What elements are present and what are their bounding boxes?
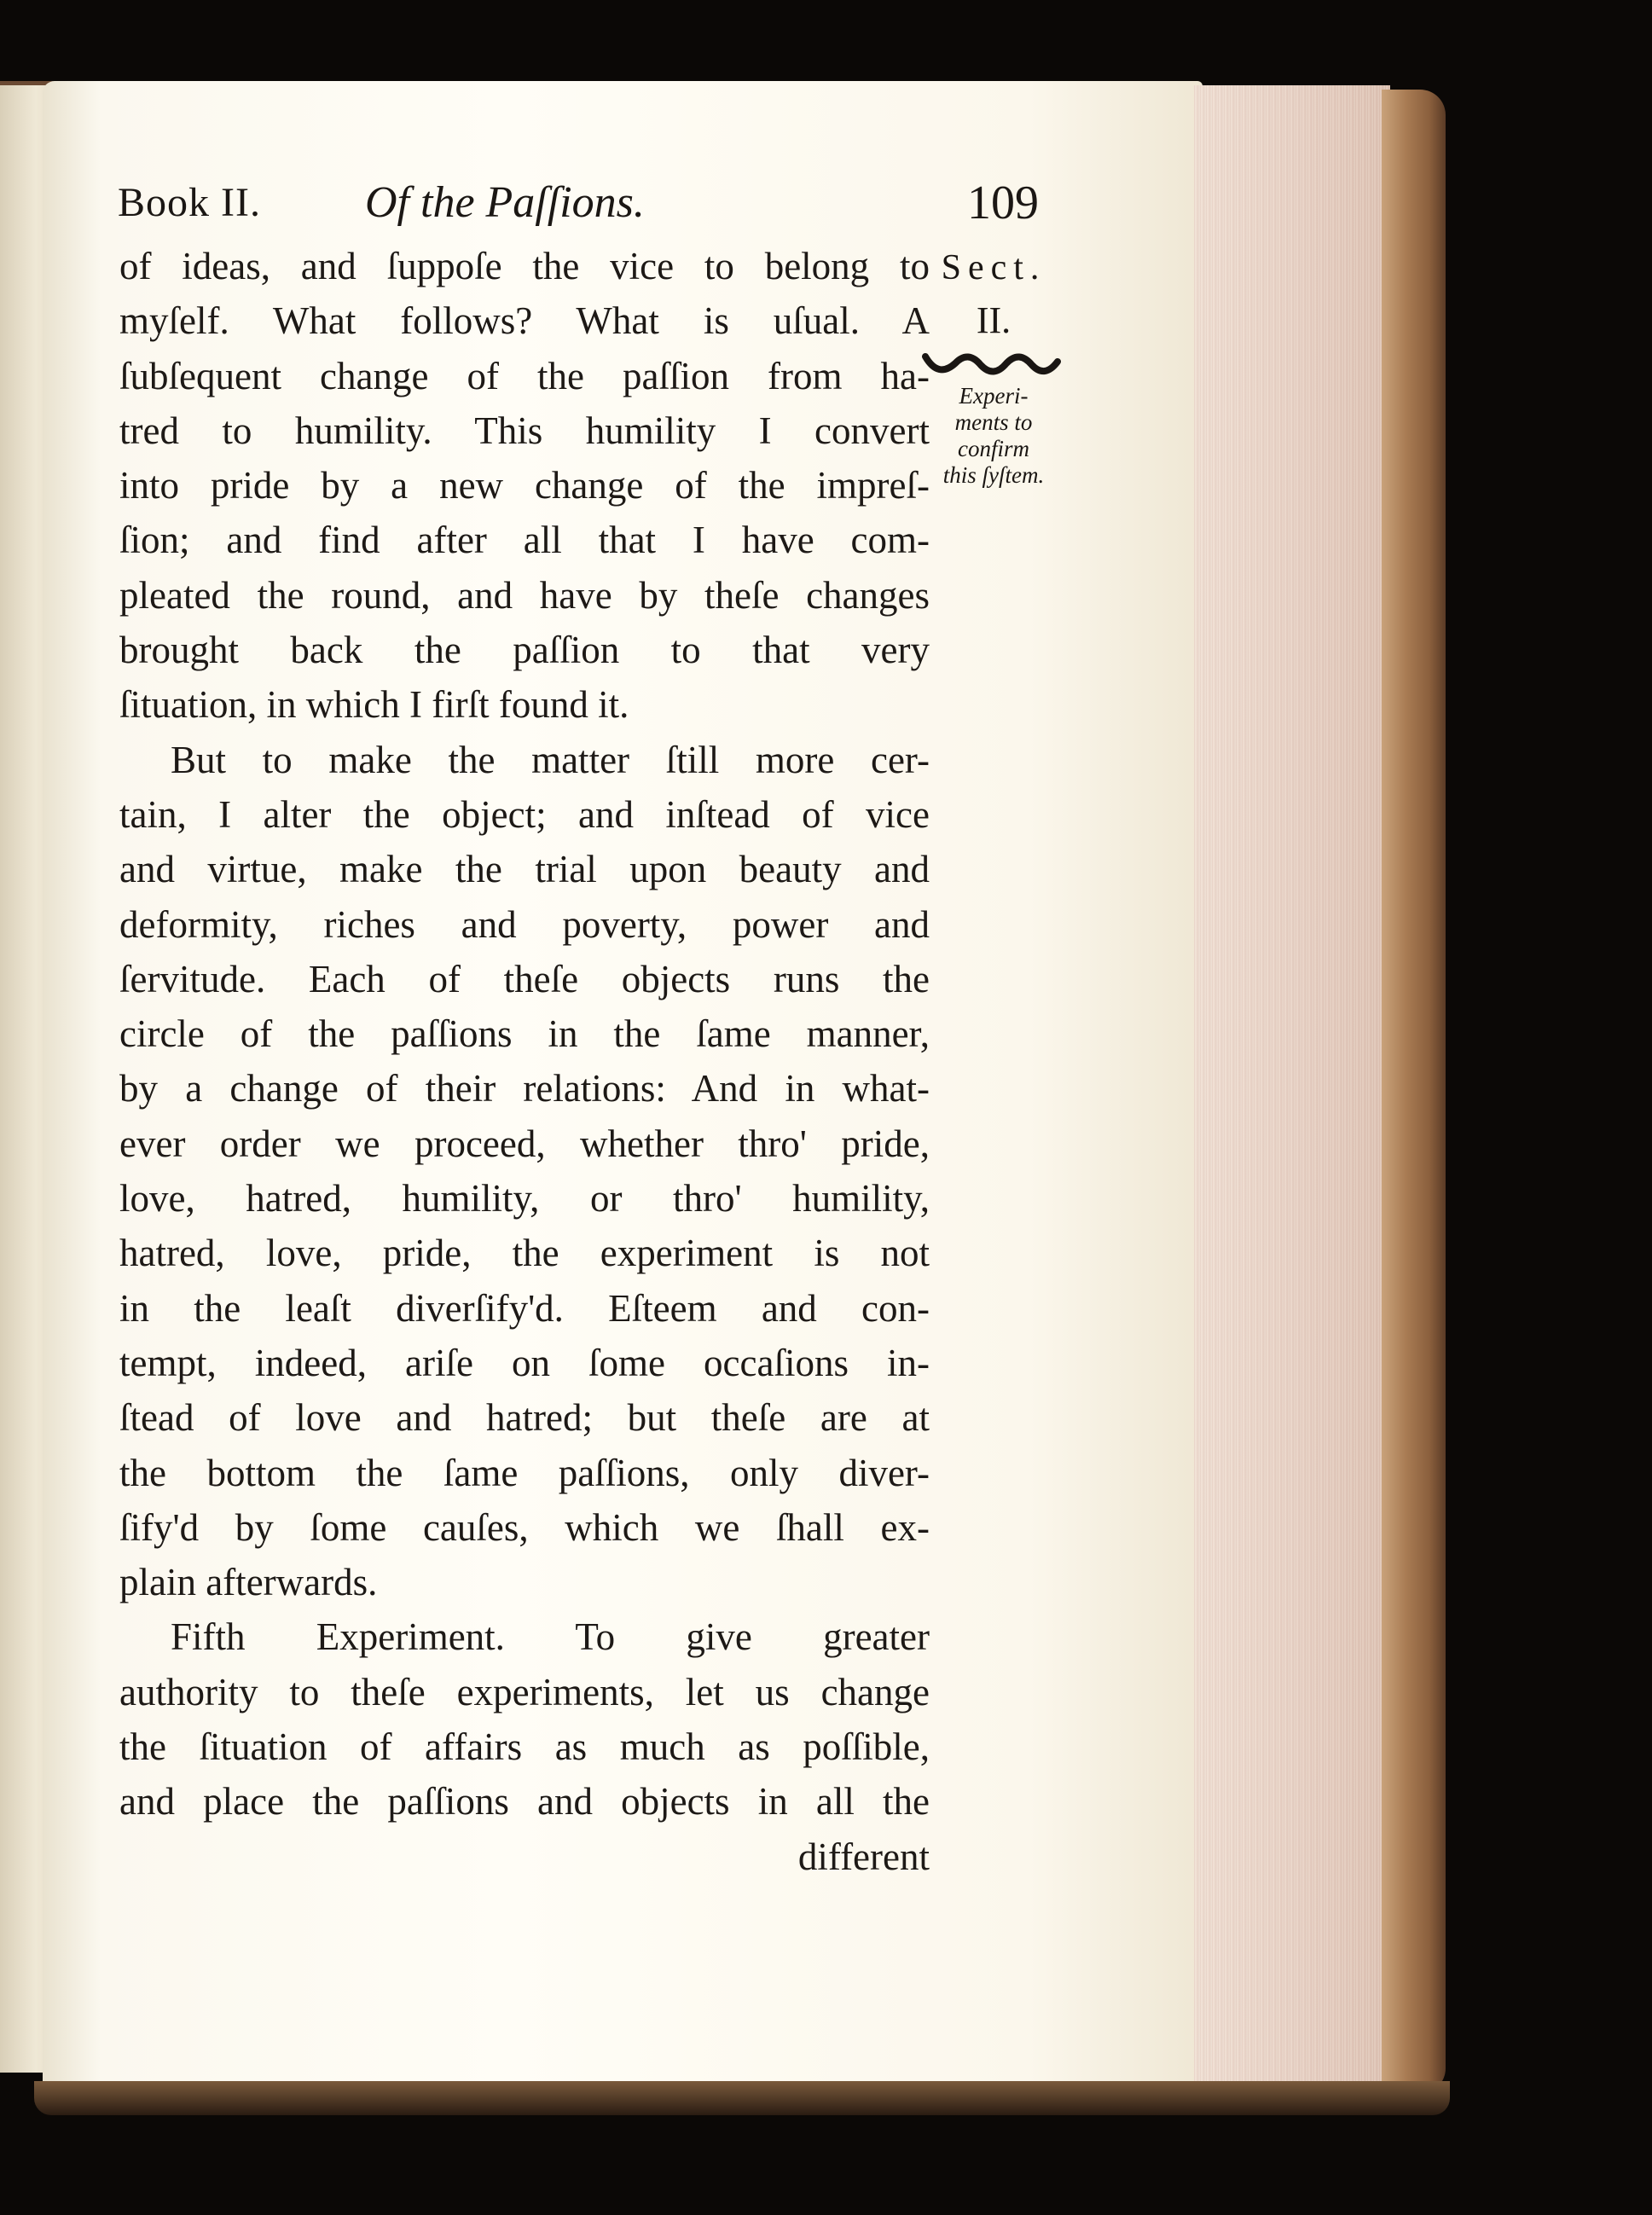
text-line: and virtue, make the trial upon beauty and: [119, 848, 930, 891]
text-line: tain, I alter the object; and inſtead of vice: [119, 792, 930, 836]
text-line: deformity, riches and poverty, power and: [119, 902, 930, 946]
text-line: and place the paſſions and objects in all the: [119, 1780, 930, 1824]
text-line: pleated the round, and have by theſe changes: [119, 573, 930, 617]
text-line: tred to humility. This humility I convert: [119, 409, 930, 452]
text-line: ſify'd by ſome cauſes, which we ſhall ex-: [119, 1505, 930, 1549]
section-number: II.: [976, 299, 1011, 341]
text-line: the bottom the ſame paſſions, only diver-: [119, 1451, 930, 1494]
margin-note: [917, 241, 1070, 489]
margin-note-line: confirm: [958, 436, 1029, 461]
margin-note-line: Experi-: [959, 383, 1029, 409]
text-line: ſubſequent change of the paſſion from ha-: [119, 354, 930, 397]
text-line: ſervitude. Each of theſe objects runs the: [119, 957, 930, 1000]
text-line: into pride by a new change of the impreſ-: [119, 464, 930, 507]
text-line: plain afterwards.: [119, 1561, 378, 1604]
text-line: circle of the paſſions in the ſame manner,: [119, 1012, 930, 1056]
text-line: hatred, love, pride, the experiment is not: [119, 1232, 930, 1275]
page-block-edges: [1194, 85, 1390, 2098]
text-line: love, hatred, humility, or thro' humility,: [119, 1177, 930, 1221]
text-line: ſion; and find after all that I have com-: [119, 519, 930, 562]
text-line: brought back the paſſion to that very: [119, 629, 930, 672]
text-line: ſtead of love and hatred; but theſe are at: [119, 1396, 930, 1440]
text-line: ever order we proceed, whether thro' pride,: [119, 1122, 930, 1165]
text-line: ſituation, in which I firſt found it.: [119, 683, 629, 727]
text-line: in the leaſt diverſify'd. Eſteem and con-: [119, 1286, 930, 1330]
text-line: authority to theſe experiments, let us change: [119, 1670, 930, 1713]
text-line: tempt, indeed, ariſe on ſome occaſions in-: [119, 1341, 930, 1384]
catchword: different: [797, 1835, 930, 1878]
text-line: of ideas, and ſuppoſe the vice to belong to: [119, 245, 930, 287]
book-label: Book II.: [118, 180, 261, 225]
margin-note-line: ments to: [954, 409, 1033, 435]
section-label: Sect.: [941, 248, 1046, 287]
ornament-icon: [921, 348, 1066, 379]
paragraph-start-line: Fifth Experiment. To give greater: [171, 1615, 930, 1659]
text-line: by a change of their relations: And in what-: [119, 1067, 930, 1110]
running-title: Of the Paſſions.: [365, 178, 645, 227]
page-number: 109: [967, 177, 1039, 229]
page-body: [119, 239, 930, 1884]
text-line: the ſituation of affairs as much as poſſible,: [119, 1725, 930, 1769]
text-line: myſelf. What follows? What is uſual. A: [119, 299, 930, 343]
paragraph-start-line: But to make the matter ſtill more cer-: [171, 738, 930, 781]
running-header: [118, 171, 1039, 239]
margin-note-line: this ſyſtem.: [942, 462, 1045, 488]
book-spine: [1382, 90, 1446, 2094]
book-bottom-edge: [34, 2081, 1450, 2115]
